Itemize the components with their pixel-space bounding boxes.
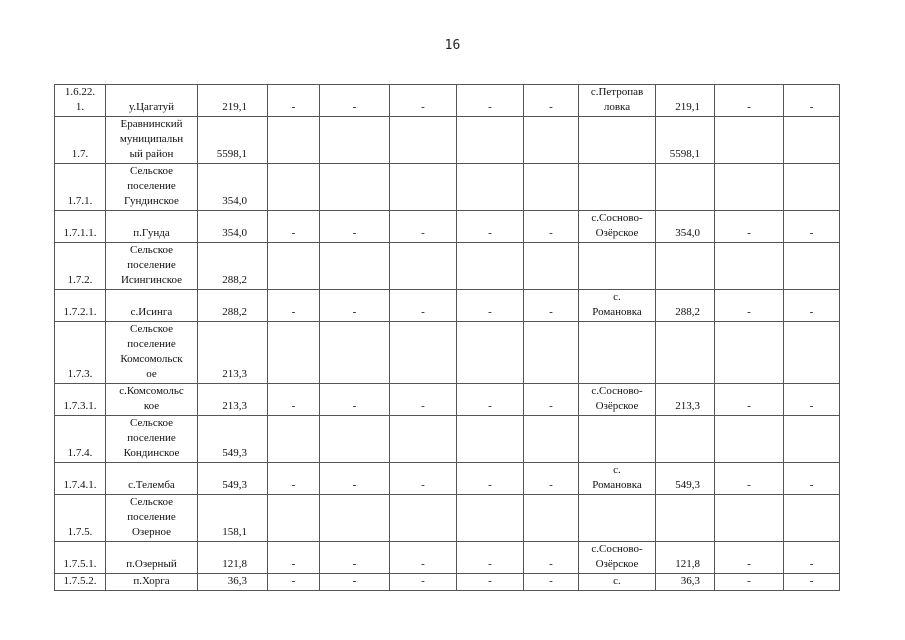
area-value-cell: 219,1 xyxy=(198,85,268,117)
column-7-cell: - xyxy=(457,574,524,591)
table-row xyxy=(55,117,840,164)
column-7-cell: - xyxy=(457,290,524,322)
destination-cell: с. Романовка xyxy=(579,463,656,495)
column-11-cell xyxy=(715,322,784,384)
table-row xyxy=(55,211,840,243)
settlement-name-cell: с.Телемба xyxy=(106,463,198,495)
destination-value-cell: 219,1 xyxy=(656,85,715,117)
destination-value-cell: 213,3 xyxy=(656,384,715,416)
settlement-name-cell: п.Озерный xyxy=(106,542,198,574)
row-number-cell: 1.7.5.2. xyxy=(55,574,106,591)
column-6-cell: - xyxy=(390,542,457,574)
column-11-cell xyxy=(715,243,784,290)
destination-value-cell xyxy=(656,416,715,463)
column-8-cell: - xyxy=(524,85,579,117)
area-value-cell: 36,3 xyxy=(198,574,268,591)
destination-value-cell xyxy=(656,495,715,542)
column-6-cell xyxy=(390,117,457,164)
row-number-cell: 1.7.4.1. xyxy=(55,463,106,495)
column-6-cell: - xyxy=(390,384,457,416)
column-7-cell: - xyxy=(457,384,524,416)
column-12-cell xyxy=(784,117,840,164)
column-8-cell xyxy=(524,495,579,542)
column-4-cell: - xyxy=(268,384,320,416)
area-value-cell: 5598,1 xyxy=(198,117,268,164)
settlement-name-cell: Сельское поселение Кондинское xyxy=(106,416,198,463)
column-12-cell: - xyxy=(784,211,840,243)
row-number-cell: 1.7.3.1. xyxy=(55,384,106,416)
column-6-cell: - xyxy=(390,463,457,495)
area-value-cell: 213,3 xyxy=(198,322,268,384)
column-11-cell: - xyxy=(715,542,784,574)
column-5-cell xyxy=(320,243,390,290)
area-value-cell: 158,1 xyxy=(198,495,268,542)
column-6-cell: - xyxy=(390,290,457,322)
column-7-cell xyxy=(457,495,524,542)
column-6-cell xyxy=(390,322,457,384)
column-12-cell: - xyxy=(784,290,840,322)
destination-value-cell xyxy=(656,322,715,384)
settlement-name-cell: Сельское поселение Озерное xyxy=(106,495,198,542)
column-7-cell xyxy=(457,416,524,463)
column-11-cell xyxy=(715,117,784,164)
row-number-cell: 1.6.22. 1. xyxy=(55,85,106,117)
column-11-cell: - xyxy=(715,463,784,495)
column-5-cell: - xyxy=(320,574,390,591)
column-12-cell: - xyxy=(784,542,840,574)
table-row xyxy=(55,495,840,542)
column-4-cell xyxy=(268,322,320,384)
row-number-cell: 1.7.2. xyxy=(55,243,106,290)
column-6-cell xyxy=(390,416,457,463)
column-7-cell: - xyxy=(457,463,524,495)
column-7-cell xyxy=(457,243,524,290)
column-4-cell: - xyxy=(268,211,320,243)
destination-value-cell: 5598,1 xyxy=(656,117,715,164)
column-5-cell xyxy=(320,117,390,164)
column-8-cell: - xyxy=(524,384,579,416)
column-6-cell: - xyxy=(390,211,457,243)
column-5-cell: - xyxy=(320,211,390,243)
column-12-cell: - xyxy=(784,574,840,591)
column-8-cell xyxy=(524,117,579,164)
column-11-cell xyxy=(715,164,784,211)
destination-cell xyxy=(579,495,656,542)
column-11-cell: - xyxy=(715,384,784,416)
column-8-cell xyxy=(524,416,579,463)
column-4-cell: - xyxy=(268,574,320,591)
column-8-cell xyxy=(524,322,579,384)
column-4-cell xyxy=(268,416,320,463)
area-value-cell: 549,3 xyxy=(198,463,268,495)
destination-cell: с. Романовка xyxy=(579,290,656,322)
column-11-cell: - xyxy=(715,290,784,322)
settlement-name-cell: п.Хорга xyxy=(106,574,198,591)
area-value-cell: 288,2 xyxy=(198,243,268,290)
column-5-cell xyxy=(320,495,390,542)
table-row xyxy=(55,463,840,495)
destination-cell xyxy=(579,416,656,463)
column-8-cell: - xyxy=(524,290,579,322)
column-8-cell: - xyxy=(524,574,579,591)
destination-cell xyxy=(579,243,656,290)
table-row xyxy=(55,164,840,211)
column-12-cell xyxy=(784,416,840,463)
destination-cell xyxy=(579,117,656,164)
column-12-cell: - xyxy=(784,463,840,495)
column-11-cell: - xyxy=(715,211,784,243)
column-11-cell xyxy=(715,495,784,542)
column-11-cell xyxy=(715,416,784,463)
area-value-cell: 354,0 xyxy=(198,211,268,243)
row-number-cell: 1.7.1. xyxy=(55,164,106,211)
settlement-name-cell: с.Комсомольс кое xyxy=(106,384,198,416)
column-7-cell xyxy=(457,164,524,211)
column-5-cell xyxy=(320,416,390,463)
settlement-name-cell: у.Цагатуй xyxy=(106,85,198,117)
column-5-cell: - xyxy=(320,542,390,574)
row-number-cell: 1.7.5.1. xyxy=(55,542,106,574)
column-4-cell xyxy=(268,243,320,290)
destination-cell xyxy=(579,164,656,211)
column-12-cell: - xyxy=(784,384,840,416)
table-row xyxy=(55,85,840,117)
column-5-cell: - xyxy=(320,463,390,495)
row-number-cell: 1.7.2.1. xyxy=(55,290,106,322)
column-5-cell xyxy=(320,164,390,211)
settlement-name-cell: Еравнинский муниципальн ый район xyxy=(106,117,198,164)
column-6-cell: - xyxy=(390,85,457,117)
page-number: 16 xyxy=(444,38,461,53)
column-4-cell: - xyxy=(268,463,320,495)
column-8-cell xyxy=(524,164,579,211)
column-5-cell: - xyxy=(320,290,390,322)
column-11-cell: - xyxy=(715,574,784,591)
settlement-name-cell: п.Гунда xyxy=(106,211,198,243)
column-4-cell xyxy=(268,495,320,542)
table-row xyxy=(55,542,840,574)
row-number-cell: 1.7.1.1. xyxy=(55,211,106,243)
column-5-cell: - xyxy=(320,384,390,416)
settlements-table xyxy=(54,84,840,591)
destination-cell: с. xyxy=(579,574,656,591)
destination-value-cell: 354,0 xyxy=(656,211,715,243)
column-7-cell: - xyxy=(457,542,524,574)
settlement-name-cell: с.Исинга xyxy=(106,290,198,322)
column-6-cell xyxy=(390,495,457,542)
column-5-cell: - xyxy=(320,85,390,117)
column-7-cell: - xyxy=(457,211,524,243)
area-value-cell: 213,3 xyxy=(198,384,268,416)
area-value-cell: 354,0 xyxy=(198,164,268,211)
area-value-cell: 121,8 xyxy=(198,542,268,574)
destination-value-cell: 549,3 xyxy=(656,463,715,495)
column-12-cell xyxy=(784,495,840,542)
area-value-cell: 288,2 xyxy=(198,290,268,322)
destination-value-cell: 121,8 xyxy=(656,542,715,574)
column-4-cell: - xyxy=(268,85,320,117)
area-value-cell: 549,3 xyxy=(198,416,268,463)
row-number-cell: 1.7. xyxy=(55,117,106,164)
column-6-cell xyxy=(390,164,457,211)
settlement-name-cell: Сельское поселение Комсомольск ое xyxy=(106,322,198,384)
row-number-cell: 1.7.4. xyxy=(55,416,106,463)
destination-value-cell: 288,2 xyxy=(656,290,715,322)
settlement-name-cell: Сельское поселение Исингинское xyxy=(106,243,198,290)
column-8-cell: - xyxy=(524,211,579,243)
destination-cell: с.Сосново- Озёрское xyxy=(579,211,656,243)
settlement-name-cell: Сельское поселение Гундинское xyxy=(106,164,198,211)
column-4-cell: - xyxy=(268,290,320,322)
column-4-cell: - xyxy=(268,542,320,574)
column-8-cell: - xyxy=(524,542,579,574)
column-12-cell xyxy=(784,164,840,211)
column-12-cell: - xyxy=(784,85,840,117)
table-row xyxy=(55,416,840,463)
destination-value-cell: 36,3 xyxy=(656,574,715,591)
table-body xyxy=(55,85,840,591)
table-row xyxy=(55,322,840,384)
table-row xyxy=(55,384,840,416)
column-7-cell: - xyxy=(457,85,524,117)
table-row xyxy=(55,290,840,322)
destination-cell xyxy=(579,322,656,384)
destination-value-cell xyxy=(656,164,715,211)
column-12-cell xyxy=(784,243,840,290)
table-row xyxy=(55,243,840,290)
column-8-cell: - xyxy=(524,463,579,495)
row-number-cell: 1.7.3. xyxy=(55,322,106,384)
row-number-cell: 1.7.5. xyxy=(55,495,106,542)
column-7-cell xyxy=(457,117,524,164)
destination-value-cell xyxy=(656,243,715,290)
column-4-cell xyxy=(268,117,320,164)
column-6-cell xyxy=(390,243,457,290)
destination-cell: с.Петропав ловка xyxy=(579,85,656,117)
column-5-cell xyxy=(320,322,390,384)
column-6-cell: - xyxy=(390,574,457,591)
column-11-cell: - xyxy=(715,85,784,117)
column-4-cell xyxy=(268,164,320,211)
column-7-cell xyxy=(457,322,524,384)
column-8-cell xyxy=(524,243,579,290)
column-12-cell xyxy=(784,322,840,384)
destination-cell: с.Сосново- Озёрское xyxy=(579,384,656,416)
destination-cell: с.Сосново- Озёрское xyxy=(579,542,656,574)
table-row xyxy=(55,574,840,591)
